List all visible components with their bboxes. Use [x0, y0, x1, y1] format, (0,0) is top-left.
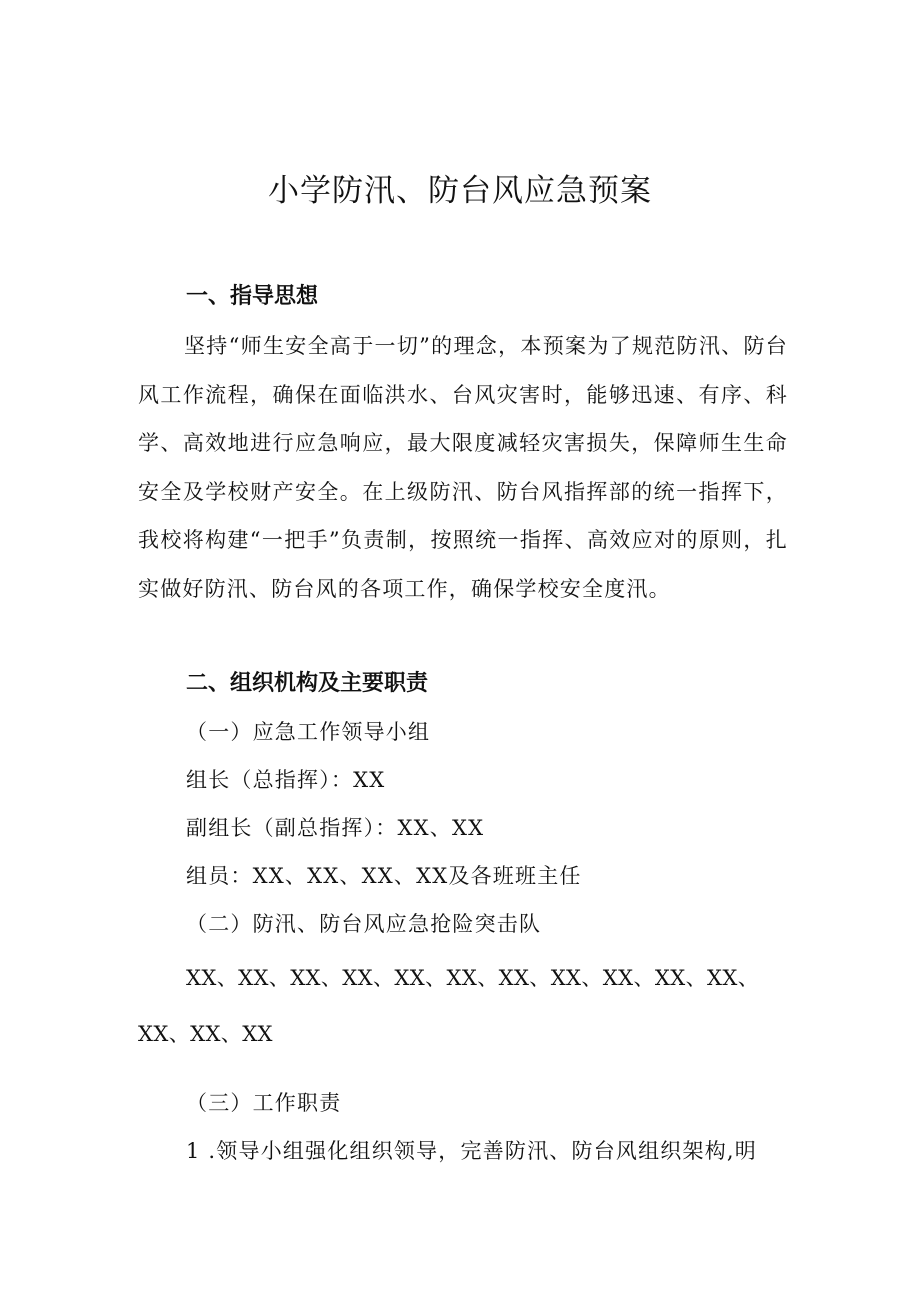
duty-item-1: 1 .领导小组强化组织领导，完善防汛、防台风组织架构,明: [186, 1139, 757, 1163]
members-line: 组员：XX、XX、XX、XX及各班班主任: [186, 864, 582, 888]
subsection-title-leadership-group: （一）应急工作领导小组: [186, 720, 431, 744]
section-heading-organization: 二、组织机构及主要职责: [186, 671, 429, 696]
deputy-leader-line: 副组长（副总指挥）：XX、XX: [186, 816, 485, 840]
section-heading-guiding-ideology: 一、指导思想: [186, 284, 319, 309]
document-title: 小学防汛、防台风应急预案: [268, 173, 652, 209]
rescue-team-members: XX、XX、XX、XX、XX、XX、XX、XX、XX、XX、XX、XX、XX、XX: [138, 966, 760, 1046]
leader-line: 组长（总指挥）：XX: [186, 768, 386, 792]
subsection-title-duties: （三）工作职责: [186, 1091, 342, 1115]
guiding-ideology-paragraph: 坚持“师生安全高于一切”的理念，本预案为了规范防汛、防台风工作流程，确保在面临洪水、台风灾害时，能够迅速、有序、科学、高效地进行应急响应，最大限度减轻灾害损失，保障师生生命安全及学校财产安全。在上级防汛、防台风指挥部的统一指挥下，我校将构建“一把手”负责制，按照统一指挥、高效应对的原则，扎实做好防汛、防台风的各项工作，确保学校安全度汛。: [138, 334, 788, 601]
subsection-title-rescue-team: （二）防汛、防台风应急抢险突击队: [186, 912, 542, 936]
